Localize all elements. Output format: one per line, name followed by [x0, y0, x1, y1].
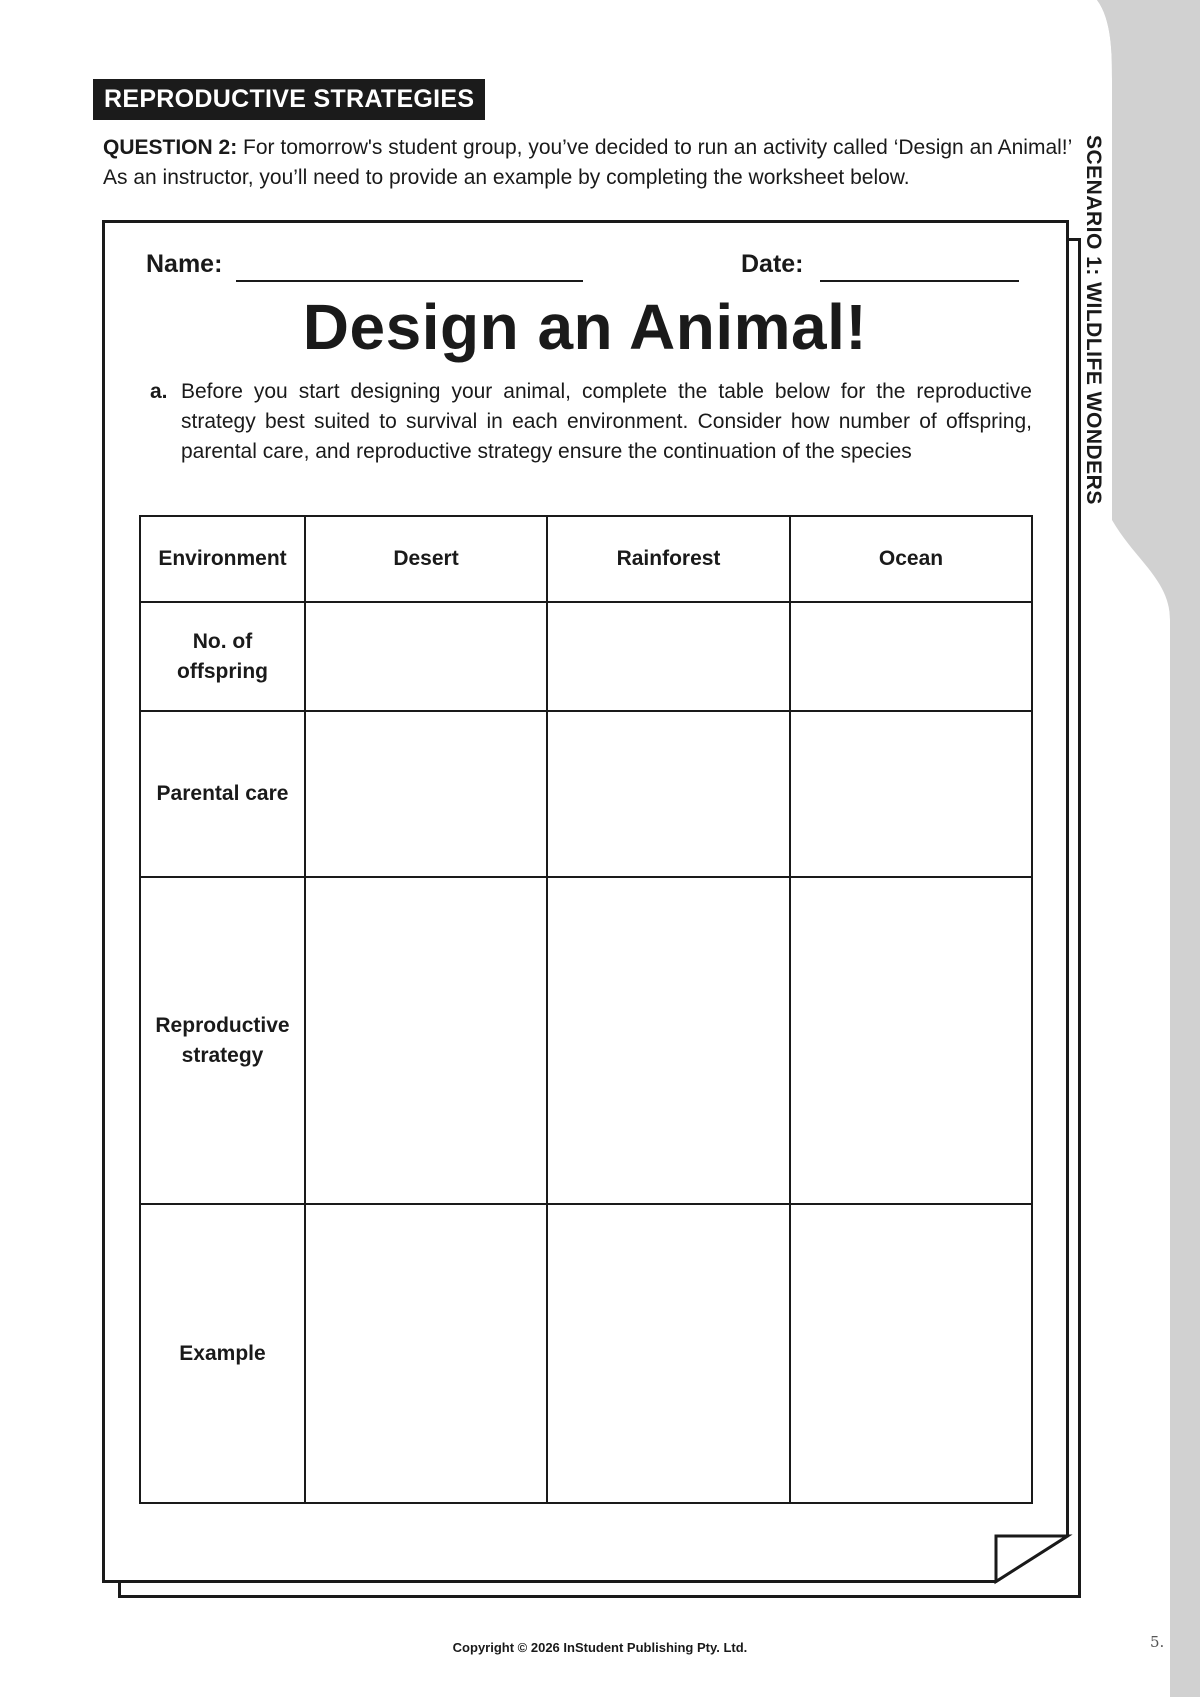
header-desert: Desert [305, 516, 547, 602]
date-input-line[interactable] [820, 280, 1019, 282]
cell-desert-example[interactable] [305, 1204, 547, 1503]
cell-desert-offspring[interactable] [305, 602, 547, 711]
cell-ocean-offspring[interactable] [790, 602, 1032, 711]
instruction-letter: a. [150, 380, 168, 403]
cell-rainforest-example[interactable] [547, 1204, 790, 1503]
table-header-row [140, 516, 1032, 602]
worksheet-title: Design an Animal! [302, 291, 868, 363]
section-tag: REPRODUCTIVE STRATEGIES [93, 79, 485, 120]
cell-ocean-example[interactable] [790, 1204, 1032, 1503]
cell-desert-parental-care[interactable] [305, 711, 547, 877]
cell-ocean-parental-care[interactable] [790, 711, 1032, 877]
question-body: For tomorrow's student group, you’ve decided to run an activity called ‘Design an Animal!’ As an instructor, you’ll need to provide an example by completing the worksheet below. [103, 136, 1072, 189]
page-curl [996, 1536, 1068, 1582]
row-label-example: Example [140, 1204, 305, 1503]
cell-rainforest-strategy[interactable] [547, 877, 790, 1204]
instruction [150, 377, 1032, 467]
table-row [140, 711, 1032, 877]
row-label-offspring: No. of offspring [140, 602, 305, 711]
name-label: Name: [146, 250, 223, 278]
name-date-row [146, 250, 1026, 290]
copyright-footer: Copyright © 2026 InStudent Publishing Pty. Ltd. [452, 1640, 748, 1655]
cell-rainforest-offspring[interactable] [547, 602, 790, 711]
header-rainforest: Rainforest [547, 516, 790, 602]
cell-desert-strategy[interactable] [305, 877, 547, 1204]
cell-ocean-strategy[interactable] [790, 877, 1032, 1204]
header-environment: Environment [140, 516, 305, 602]
strategy-table [139, 515, 1033, 1504]
table-row [140, 1204, 1032, 1503]
page-number: 5. [1150, 1633, 1165, 1651]
table-row [140, 877, 1032, 1204]
scenario-label: SCENARIO 1: WILDLIFE WONDERS [1082, 135, 1105, 505]
date-label: Date: [741, 250, 804, 278]
cell-rainforest-parental-care[interactable] [547, 711, 790, 877]
instruction-text: Before you start designing your animal, complete the table below for the reproductive strategy best suited to survival in each environment. Consider how number of offspring, parental care, and reproductive strategy ensure the continuation of the species [181, 380, 1032, 463]
header-ocean: Ocean [790, 516, 1032, 602]
table-row [140, 602, 1032, 711]
row-label-reproductive-strategy: Reproductive strategy [140, 877, 305, 1204]
name-input-line[interactable] [236, 280, 583, 282]
question-label: QUESTION 2: [103, 136, 238, 159]
row-label-parental-care: Parental care [140, 711, 305, 877]
